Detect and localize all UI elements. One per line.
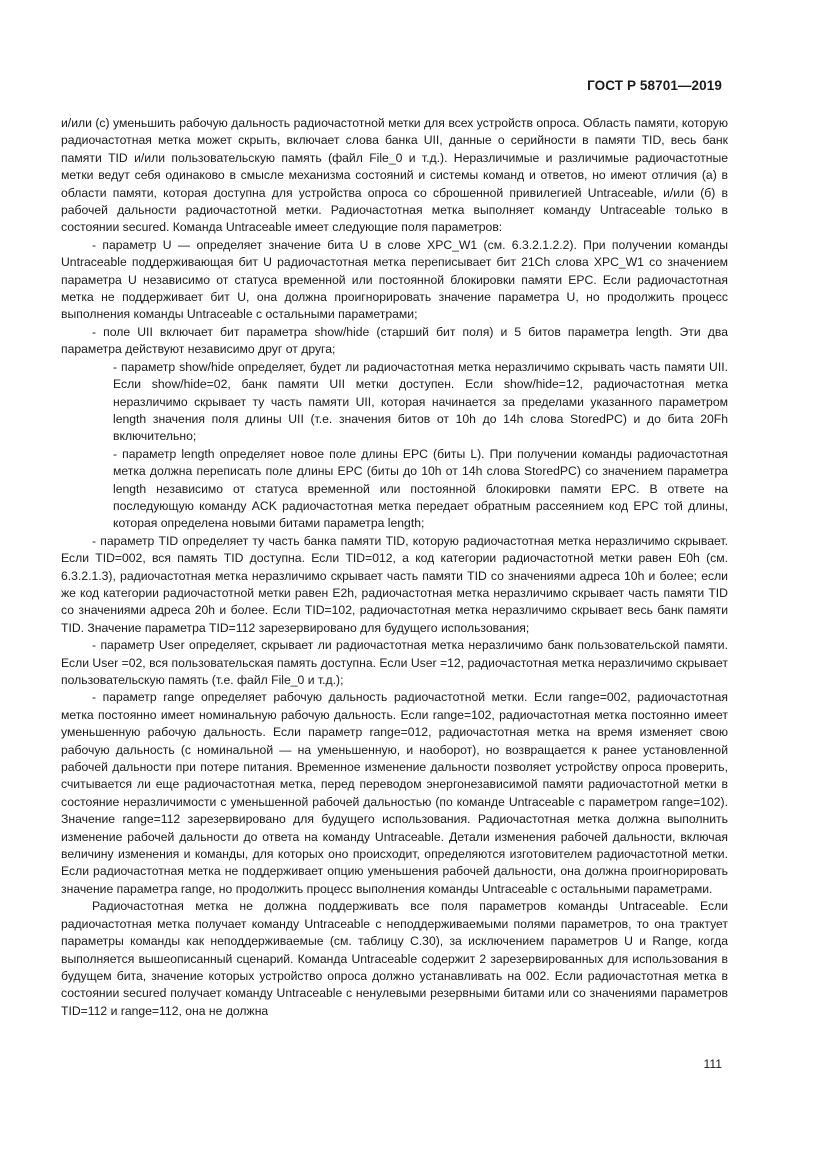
paragraph-param-u: - параметр U — определяет значение бита U в слове XPC_W1 (см. 6.3.2.1.2.2). При получении команды Untraceable поддерживающая бит U радиочастотная метка переписывает бит 21Ch слова XPC_W1 со значением параметра U независимо от статуса временной или постоянной блокировки памяти EPC. Если радиочастотная метка не поддерживает бит U, она должна проигнорировать значение параметра U, но продолжить процесс выполнения команды Untraceable с остальными параметрами; (61, 237, 728, 322)
paragraph-param-range: - параметр range определяет рабочую дальность радиочастотной метки. Если range=002, радиочастотная метка постоянно имеет номинальную рабочую дальность. Если range=102, радиочастотная метка постоянно имеет уменьшенную рабочую дальность. Если параметр range=012, радиочастотная метка на время изменяет свою рабочую дальность (с номинальной — на уменьшенную, и наоборот), но возвращается к ранее установленной рабочей дальности при потере питания. Временное изменение дальности позволяет устройству опроса проверить, считывается ли еще радиочастотная метка, перед переводом энергонезависимой памяти радиочастотной метки в состояние неразличимости с уменьшенной рабочей дальностью (по команде Untraceable с параметром range=102). Значение range=112 зарезервировано для будущего использования. Радиочастотная метка должна выполнить изменение рабочей дальности до ответа на команду Untraceable. Детали изменения рабочей дальности, включая величину изменения и команды, для которых оно происходит, определяются изготовителем радиочастотной метки. Если радиочастотная метка не поддерживает опцию уменьшения рабочей дальности, она должна проигнорировать значение параметра range, но продолжить процесс выполнения команды Untraceable с остальными параметрами. (61, 690, 728, 896)
paragraph-param-length: - параметр length определяет новое поле длины EPC (биты L). При получении команды радиочастотная метка должна переписать поле длины EPC (биты до 10h от 14h слова StoredPC) со значением параметра length независимо от статуса временной или постоянной блокировки памяти EPC. В ответе на последующую команду ACK радиочастотная метка передает обратным рассеянием код EPC той длины, которая определена новыми битами параметра length; (113, 446, 728, 531)
paragraph-param-show-hide: - параметр show/hide определяет, будет ли радиочастотная метка неразличимо скрывать часть памяти UII. Если show/hide=02, банк памяти UII метки доступен. Если show/hide=12, радиочастотная метка неразличимо скрывает ту часть памяти UII, которая начинается за пределами указанного параметром length значения поля длины UII (т.е. значения битов от 10h до 14h слова StoredPC) и до бита 20Fh включительно; (113, 359, 728, 444)
paragraph-param-tid: - параметр TID определяет ту часть банка памяти TID, которую радиочастотная метка неразличимо скрывает. Если TID=002, вся память TID доступна. Если TID=012, а код категории радиочастотной метки равен E0h (см. 6.3.2.1.3), радиочастотная метка неразличимо скрывает часть памяти TID со значениями адреса 10h и более; если же код категории радиочастотной метки равен E2h, радиочастотная метка неразличимо скрывает часть памяти TID со значениями адреса 20h и более. Если TID=102, радиочастотная метка неразличимо скрывает весь банк памяти TID. Значение параметра TID=112 зарезервировано для будущего использования; (61, 533, 728, 635)
paragraph-param-user: - параметр User определяет, скрывает ли радиочастотная метка неразличимо банк пользовательской памяти. Если User =02, вся пользовательская память доступна. Если User =12, радиочастотная метка неразличимо скрывает пользовательскую память (т.е. файл File_0 и т.д.); (61, 638, 728, 687)
paragraph-unsupported-params: Радиочастотная метка не должна поддерживать все поля параметров команды Untraceable. Если радиочастотная метка получает команду Untraceable с неподдерживаемыми полями параметров, то она трактует параметры команды как неподдерживаемые (см. таблицу C.30), за исключением параметров U и Range, когда выполняется вышеописанный сценарий. Команда Untraceable содержит 2 зарезервированных для использования в будущем бита, значение которых устройство опроса должно устанавливать на 002. Если радиочастотная метка в состоянии secured получает команду Untraceable с ненулевыми резервными битами или со значениями параметров TID=112 и range=112, она не должна (61, 899, 728, 1018)
paragraph-field-uii: - поле UII включает бит параметра show/hide (старший бит поля) и 5 битов параметра length. Эти два параметра действуют независимо друг от друга; (61, 324, 728, 357)
document-header-standard: ГОСТ Р 58701—2019 (587, 78, 722, 93)
page-number: 111 (703, 1057, 722, 1071)
paragraph-intro: и/или (c) уменьшить рабочую дальность радиочастотной метки для всех устройств опроса. Область памяти, которую радиочастотная метка может скрыть, включает слова банка UII, данные о серийности в памяти TID, весь банк памяти TID и/или пользовательскую память (файл File_0 и т.д.). Неразличимые и различимые радиочастотные метки ведут себя одинаково в смысле механизма состояний и системы команд и ответов, но имеют отличия (a) в области памяти, которая доступна для устройства опроса со сброшенной привилегией Untraceable, и/или (б) в рабочей дальности радиочастотной метки. Радиочастотная метка выполняет команду Untraceable только в состоянии secured. Команда Untraceable имеет следующие поля параметров: (61, 116, 728, 235)
document-body (61, 115, 728, 1020)
